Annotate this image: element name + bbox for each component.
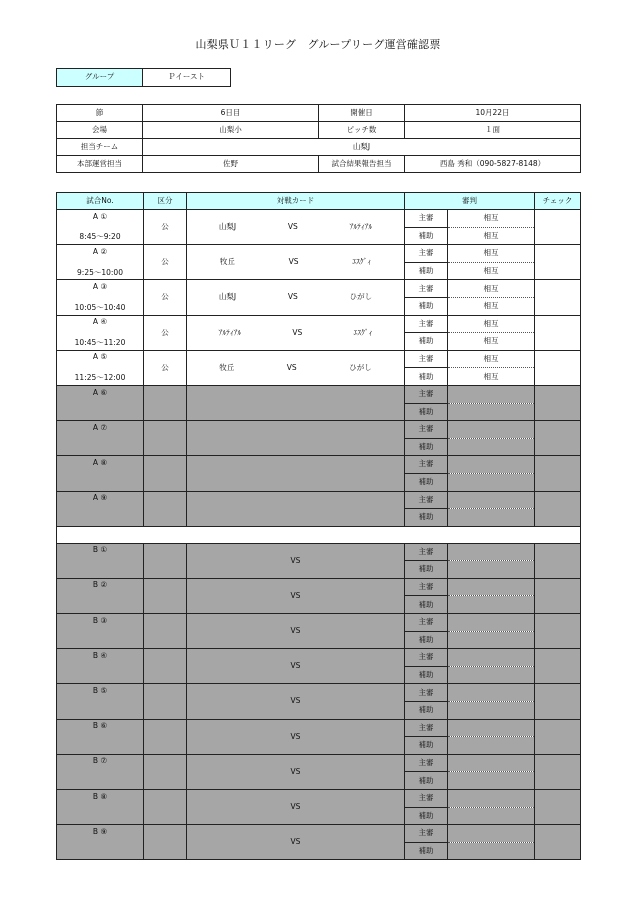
group-value: Ｐイースト (143, 69, 231, 87)
ref-assist-label: 補助 (405, 702, 448, 720)
match-kubun (144, 684, 187, 719)
ref-main-label: 主審 (405, 684, 448, 702)
vs-label: VS (288, 257, 299, 267)
match-card (187, 614, 405, 649)
ref-main-value: 相互 (448, 350, 535, 368)
pitch-value: １面 (405, 122, 581, 139)
ref-main-label: 主審 (405, 491, 448, 509)
match-kubun (144, 491, 187, 526)
vs-label: VS (286, 362, 297, 372)
match-card (187, 245, 405, 280)
ref-main-value (448, 456, 535, 474)
ref-assist-value (448, 403, 535, 421)
hq-value: 佐野 (143, 156, 319, 173)
match-row (57, 719, 581, 737)
home-team: 牧丘 (219, 362, 235, 372)
venue-label: 会場 (57, 122, 143, 139)
ref-assist-value (448, 807, 535, 825)
match-card (187, 578, 405, 613)
check-cell[interactable] (535, 684, 581, 719)
ref-main-label: 主審 (405, 245, 448, 263)
ref-main-value (448, 385, 535, 403)
match-time: 9:25～10:00 (77, 267, 123, 277)
ref-main-label: 主審 (405, 280, 448, 298)
match-no-cell (57, 210, 144, 245)
ref-main-value: 相互 (448, 210, 535, 228)
ref-assist-label: 補助 (405, 368, 448, 386)
check-cell[interactable] (535, 719, 581, 754)
ref-main-label: 主審 (405, 649, 448, 667)
ref-main-value: 相互 (448, 280, 535, 298)
check-cell[interactable] (535, 280, 581, 315)
gap-cell (57, 526, 581, 543)
venue-value: 山梨小 (143, 122, 319, 139)
match-card (187, 491, 405, 526)
header-referee: 審判 (405, 193, 535, 210)
header-match-no: 試合No. (57, 193, 144, 210)
home-team: 山梨J (218, 292, 237, 302)
section-value: 6日目 (143, 105, 319, 122)
date-label: 開催日 (319, 105, 405, 122)
match-table (56, 192, 581, 860)
ref-main-value: 相互 (448, 315, 535, 333)
ref-assist-value (448, 842, 535, 860)
vs-label: VS (290, 661, 301, 671)
match-row (57, 684, 581, 702)
match-card (187, 719, 405, 754)
ref-assist-label: 補助 (405, 772, 448, 790)
ref-assist-value (448, 509, 535, 527)
ref-assist-value: 相互 (448, 333, 535, 351)
match-card (187, 210, 405, 245)
match-card (187, 649, 405, 684)
match-row (57, 456, 581, 474)
match-card (187, 421, 405, 456)
section-label: 節 (57, 105, 143, 122)
ref-main-label: 主審 (405, 421, 448, 439)
match-no: A ⑤ (92, 352, 108, 362)
match-row (57, 578, 581, 596)
match-kubun: 公 (144, 350, 187, 385)
match-card (187, 825, 405, 860)
match-no-cell (57, 280, 144, 315)
ref-main-value (448, 491, 535, 509)
match-row (57, 491, 581, 509)
match-no-cell (57, 578, 144, 613)
report-value: 西島 秀和（090-5827-8148） (405, 156, 581, 173)
match-no-cell (57, 350, 144, 385)
vs-label: VS (290, 766, 301, 776)
ref-assist-value (448, 596, 535, 614)
check-cell[interactable] (535, 614, 581, 649)
ref-assist-value (448, 702, 535, 720)
ref-assist-label: 補助 (405, 842, 448, 860)
match-card (187, 315, 405, 350)
team-label: 担当チーム (57, 139, 143, 156)
match-kubun: 公 (144, 245, 187, 280)
match-no-cell (57, 754, 144, 789)
away-team: ｴｽｸﾞｨ (352, 257, 372, 267)
ref-assist-value: 相互 (448, 227, 535, 245)
ref-assist-label: 補助 (405, 403, 448, 421)
vs-label: VS (287, 292, 298, 302)
match-row (57, 614, 581, 632)
group-label: グループ (57, 69, 143, 87)
ref-main-value (448, 684, 535, 702)
match-kubun (144, 790, 187, 825)
ref-main-value (448, 578, 535, 596)
ref-main-label: 主審 (405, 385, 448, 403)
match-time: 8:45～9:20 (79, 232, 121, 242)
vs-label: VS (292, 327, 303, 337)
ref-main-value (448, 614, 535, 632)
match-card (187, 790, 405, 825)
check-cell[interactable] (535, 754, 581, 789)
match-no: B ③ (92, 615, 108, 625)
match-no-cell (57, 614, 144, 649)
away-team: ひがし (349, 292, 373, 302)
ref-assist-value (448, 737, 535, 755)
match-no: B ② (92, 580, 108, 590)
header-card: 対戦カード (187, 193, 405, 210)
match-no: B ⑧ (92, 791, 108, 801)
match-no: B ① (92, 545, 108, 555)
match-no-cell (57, 543, 144, 578)
check-cell[interactable] (535, 578, 581, 613)
match-kubun (144, 456, 187, 491)
ref-assist-value: 相互 (448, 368, 535, 386)
hq-label: 本部運営担当 (57, 156, 143, 173)
match-kubun (144, 385, 187, 420)
ref-main-label: 主審 (405, 754, 448, 772)
home-team: 山梨J (218, 221, 237, 231)
match-row (57, 350, 581, 368)
check-cell[interactable] (535, 210, 581, 245)
match-no: A ⑧ (92, 457, 108, 467)
vs-label: VS (290, 837, 301, 847)
ref-assist-value: 相互 (448, 262, 535, 280)
match-row (57, 543, 581, 561)
match-row (57, 649, 581, 667)
ref-main-value (448, 719, 535, 737)
ref-main-label: 主審 (405, 315, 448, 333)
match-kubun (144, 578, 187, 613)
away-team: ｴｽｸﾞｨ (353, 327, 373, 337)
match-row (57, 754, 581, 772)
match-no-cell (57, 456, 144, 491)
check-cell[interactable] (535, 315, 581, 350)
match-kubun (144, 614, 187, 649)
check-cell[interactable] (535, 543, 581, 578)
check-cell[interactable] (535, 385, 581, 420)
ref-main-label: 主審 (405, 210, 448, 228)
home-team: 牧丘 (219, 257, 235, 267)
match-kubun (144, 719, 187, 754)
ref-main-value (448, 543, 535, 561)
ref-assist-value (448, 772, 535, 790)
ref-main-label: 主審 (405, 456, 448, 474)
ref-main-label: 主審 (405, 614, 448, 632)
ref-main-label: 主審 (405, 578, 448, 596)
vs-label: VS (290, 731, 301, 741)
header-kubun: 区分 (144, 193, 187, 210)
ref-main-value (448, 754, 535, 772)
table-header-row (57, 193, 581, 210)
match-no-cell (57, 491, 144, 526)
match-no: A ② (92, 246, 108, 256)
away-team: ひがし (349, 362, 372, 372)
match-kubun: 公 (144, 315, 187, 350)
check-cell[interactable] (535, 649, 581, 684)
vs-label: VS (290, 696, 301, 706)
date-value: 10月22日 (405, 105, 581, 122)
match-no-cell (57, 315, 144, 350)
ref-assist-value (448, 631, 535, 649)
match-row (57, 790, 581, 808)
home-team: ｱﾙﾃｨｱﾙ (218, 327, 242, 337)
match-time: 10:05～10:40 (74, 302, 126, 312)
match-no: A ③ (92, 281, 108, 291)
ref-main-label: 主審 (405, 719, 448, 737)
match-row (57, 210, 581, 228)
ref-main-label: 主審 (405, 825, 448, 843)
match-kubun (144, 754, 187, 789)
match-row (57, 421, 581, 439)
vs-label: VS (290, 801, 301, 811)
check-cell[interactable] (535, 491, 581, 526)
ref-assist-label: 補助 (405, 596, 448, 614)
match-card (187, 456, 405, 491)
match-kubun: 公 (144, 280, 187, 315)
vs-label: VS (290, 555, 301, 565)
ref-assist-label: 補助 (405, 438, 448, 456)
match-card (187, 385, 405, 420)
match-kubun (144, 649, 187, 684)
group-table (56, 68, 231, 87)
check-cell[interactable] (535, 421, 581, 456)
match-no: B ⑤ (92, 686, 108, 696)
match-kubun (144, 825, 187, 860)
match-no: B ⑥ (92, 721, 108, 731)
ref-assist-label: 補助 (405, 561, 448, 579)
match-no-cell (57, 245, 144, 280)
match-no-cell (57, 684, 144, 719)
match-time: 10:45～11:20 (74, 337, 126, 347)
pitch-label: ピッチ数 (319, 122, 405, 139)
report-label: 試合結果報告担当 (319, 156, 405, 173)
match-no: A ⑥ (92, 387, 108, 397)
team-value: 山梨J (143, 139, 581, 156)
ref-assist-value (448, 561, 535, 579)
ref-assist-value: 相互 (448, 297, 535, 315)
match-card (187, 350, 405, 385)
vs-label: VS (290, 626, 301, 636)
match-no: A ① (92, 211, 108, 221)
match-card (187, 754, 405, 789)
match-card (187, 684, 405, 719)
ref-main-value: 相互 (448, 245, 535, 263)
check-cell[interactable] (535, 790, 581, 825)
match-no-cell (57, 649, 144, 684)
match-no: A ④ (92, 317, 108, 327)
ref-main-value (448, 790, 535, 808)
match-no: B ⑨ (92, 826, 108, 836)
match-kubun (144, 543, 187, 578)
ref-assist-value (448, 438, 535, 456)
ref-assist-label: 補助 (405, 737, 448, 755)
check-cell[interactable] (535, 825, 581, 860)
match-no: A ⑨ (92, 493, 108, 503)
match-time: 11:25～12:00 (74, 373, 126, 383)
ref-main-value (448, 649, 535, 667)
header-check: チェック (535, 193, 581, 210)
ref-main-value (448, 825, 535, 843)
match-no-cell (57, 719, 144, 754)
vs-label: VS (290, 590, 301, 600)
match-no-cell (57, 421, 144, 456)
match-no: B ⑦ (92, 756, 108, 766)
check-cell[interactable] (535, 245, 581, 280)
ref-assist-label: 補助 (405, 227, 448, 245)
match-row (57, 280, 581, 298)
match-kubun (144, 421, 187, 456)
match-row (57, 315, 581, 333)
ref-assist-value (448, 666, 535, 684)
ref-assist-label: 補助 (405, 807, 448, 825)
match-kubun: 公 (144, 210, 187, 245)
vs-label: VS (287, 221, 298, 231)
section-gap (57, 526, 581, 543)
ref-assist-label: 補助 (405, 509, 448, 527)
ref-main-label: 主審 (405, 350, 448, 368)
page-title: 山梨県Ｕ１１リーグ グループリーグ運営確認票 (195, 38, 441, 51)
match-no: B ④ (92, 650, 108, 660)
ref-assist-label: 補助 (405, 631, 448, 649)
ref-assist-label: 補助 (405, 262, 448, 280)
ref-assist-label: 補助 (405, 666, 448, 684)
check-cell[interactable] (535, 456, 581, 491)
ref-main-label: 主審 (405, 543, 448, 561)
match-no: A ⑦ (92, 422, 108, 432)
match-row (57, 245, 581, 263)
away-team: ｱﾙﾃｨｱﾙ (349, 221, 373, 231)
ref-assist-value (448, 473, 535, 491)
match-no-cell (57, 790, 144, 825)
ref-assist-label: 補助 (405, 297, 448, 315)
check-cell[interactable] (535, 350, 581, 385)
match-no-cell (57, 385, 144, 420)
ref-assist-label: 補助 (405, 473, 448, 491)
match-card (187, 280, 405, 315)
match-row (57, 825, 581, 843)
match-row (57, 385, 581, 403)
ref-assist-label: 補助 (405, 333, 448, 351)
info-table (56, 104, 581, 173)
match-card (187, 543, 405, 578)
ref-main-label: 主審 (405, 790, 448, 808)
ref-main-value (448, 421, 535, 439)
match-no-cell (57, 825, 144, 860)
